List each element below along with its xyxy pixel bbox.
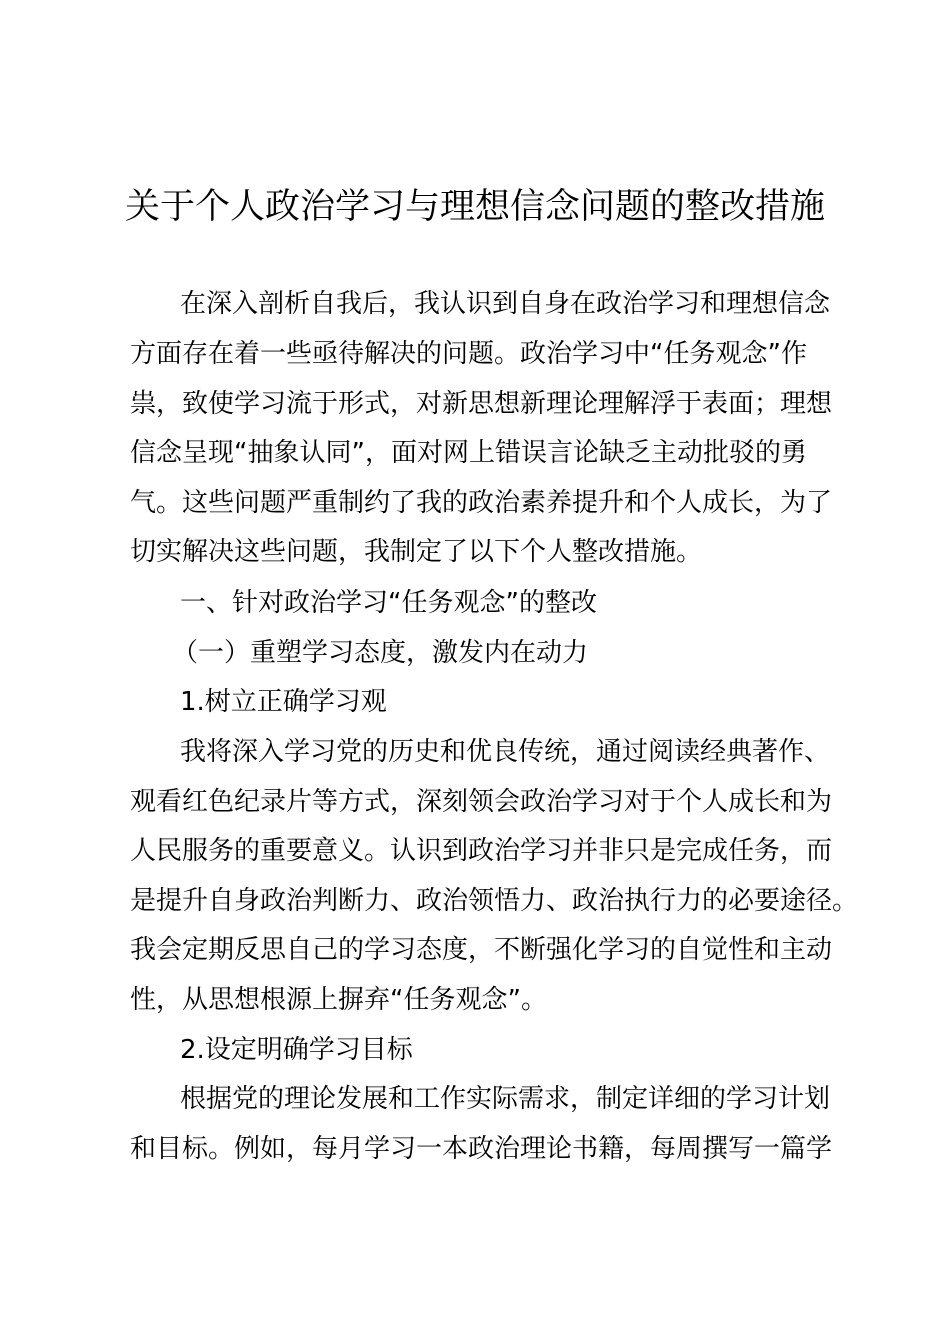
item-2-heading: 2.设定明确学习目标 (180, 1035, 413, 1065)
item-1-line-4: 是提升自身政治判断力、政治领悟力、政治执行力的必要途径。 (130, 886, 859, 916)
subsection-heading: （一）重塑学习态度，激发内在动力 (172, 638, 589, 668)
item-1-line-1: 我将深入学习党的历史和优良传统，通过阅读经典著作、 (180, 737, 831, 767)
intro-line-5: 气。这些问题严重制约了我的政治素养提升和个人成长，为了 (130, 488, 833, 518)
intro-line-6: 切实解决这些问题，我制定了以下个人整改措施。 (130, 537, 703, 567)
item-1-line-3: 人民服务的重要意义。认识到政治学习并非只是完成任务，而 (130, 836, 833, 866)
intro-line-3: 祟，致使学习流于形式，对新思想新理论理解浮于表面；理想 (130, 389, 833, 419)
intro-line-4: 信念呈现“抽象认同”，面对网上错误言论缺乏主动批驳的勇 (130, 438, 807, 468)
section-heading: 一、针对政治学习“任务观念”的整改 (180, 588, 597, 618)
item-2-line-1: 根据党的理论发展和工作实际需求，制定详细的学习计划 (180, 1084, 831, 1114)
intro-line-2: 方面存在着一些亟待解决的问题。政治学习中“任务观念”作 (130, 339, 807, 369)
item-1-line-2: 观看红色纪录片等方式，深刻领会政治学习对于个人成长和为 (130, 787, 833, 817)
document-title: 关于个人政治学习与理想信念问题的整改措施 (124, 187, 825, 227)
item-1-heading: 1.树立正确学习观 (180, 687, 387, 717)
item-1-line-5: 我会定期反思自己的学习态度，不断强化学习的自觉性和主动 (130, 935, 833, 965)
intro-line-1: 在深入剖析自我后，我认识到自身在政治学习和理想信念 (180, 289, 831, 319)
item-2-line-2: 和目标。例如，每月学习一本政治理论书籍，每周撰写一篇学 (130, 1134, 833, 1164)
item-1-line-6: 性，从思想根源上摒弃“任务观念”。 (130, 985, 547, 1015)
